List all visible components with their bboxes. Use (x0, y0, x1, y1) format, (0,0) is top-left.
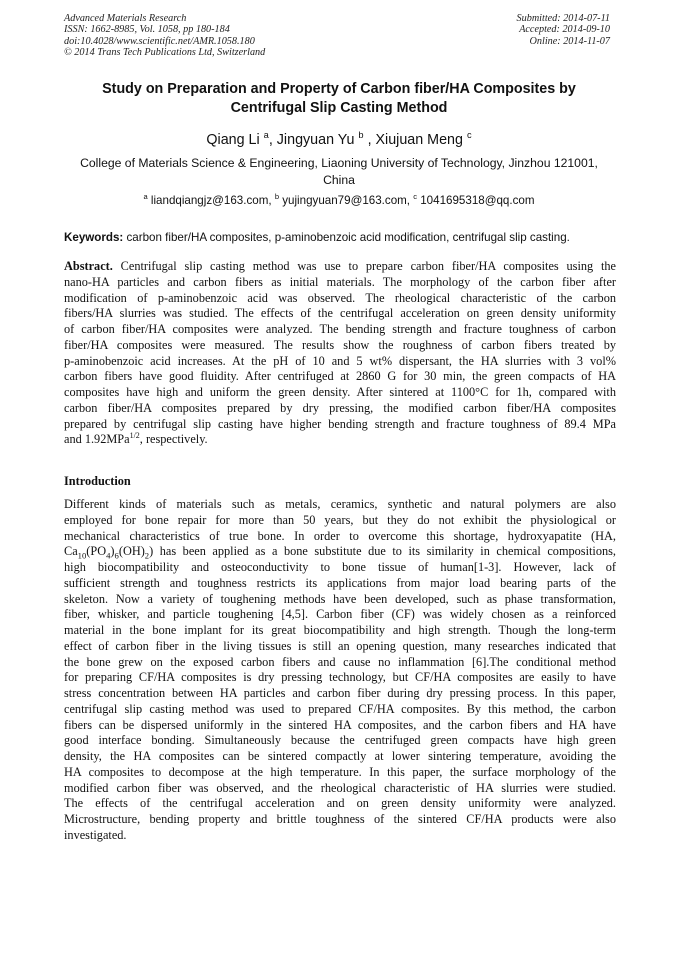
keywords-text: carbon fiber/HA composites, p-aminobenzoic acid modification, centrifugal slip casting. (123, 231, 570, 244)
abstract-line: of carbon fiber/HA composites were analyzed. The bending strength and fracture toughness of carbon (64, 322, 616, 336)
paragraph-line: good interface bonding. Simultaneously because the centrifuged green compacts have high green (64, 733, 616, 748)
formula-subscript: 4 (106, 550, 111, 561)
paragraph-line: material in the bone implant for its great biocompatibility and high strength. Though the long-term (64, 623, 616, 637)
abstract-line: p-aminobenzoic acid increases. At the pH of 10 and 5 wt% dispersant, the HA slurries with 3 vol% (64, 353, 616, 368)
section-heading-introduction: Introduction (64, 474, 131, 488)
journal-name: Advanced Materials Research (64, 13, 187, 24)
paragraph-line: fiber, whisker, and particle toughening [4,5]. Carbon fiber (CF) was widely chosen as a reinforced (64, 607, 616, 622)
paragraph-line: fibers can be dispersed uniformly in the sintered HA composites, and the carbon fibers and HA have (64, 717, 616, 732)
formula-subscript: 6 (114, 550, 119, 561)
abstract-text: , respectively. (139, 432, 208, 447)
formula-part: (PO (86, 544, 107, 559)
paragraph-line: stress concentration between HA particles and carbon fiber during dry pressing process. In this paper, (64, 686, 616, 700)
submitted-date: Submitted: 2014-07-11 (516, 13, 610, 24)
paragraph-line: The effects of the centrifugal acceleration and on green density uniformity were analyzed. (64, 796, 616, 811)
introduction-body (64, 497, 616, 844)
online-date: Online: 2014-11-07 (529, 35, 610, 47)
paragraph-line: investigated. (64, 827, 127, 842)
title-line-2: Centrifugal Slip Casting Method (230, 100, 448, 116)
paragraph-line: effect of carbon fiber in the living tissues is still an opening question, many researches indicated that (64, 638, 616, 653)
affiliation-line-1: College of Materials Science & Engineering, Liaoning University of Technology, Jinzhou 121001, (80, 156, 598, 170)
abstract-line: composites have high and uniform the green density. After sintered at 1100°C for 1h, compared with (64, 385, 616, 399)
paragraph-line: the bone grew on the exposed carbon fibers and cause no inflammation [6].The conditional method (64, 654, 616, 669)
abstract-label: Abstract. (64, 259, 113, 273)
journal-issn: ISSN: 1662-8985, Vol. 1058, pp 180-184 (64, 24, 230, 36)
journal-doi: doi:10.4028/www.scientific.net/AMR.1058.180 (64, 35, 255, 47)
paper-title (64, 80, 614, 118)
formula-part: (OH) (118, 544, 145, 559)
accepted-date: Accepted: 2014-09-10 (519, 24, 610, 36)
abstract-line (64, 432, 616, 448)
email-link[interactable]: yujingyuan79@163.com, (279, 194, 414, 207)
paragraph-line: high biocompatibility and osteoconductivity to bone tissue of human[1-3]. However, lack of (64, 560, 616, 574)
author-name: , Jingyuan Yu (268, 132, 355, 148)
title-line-1: Study on Preparation and Property of Carbon fiber/HA Composites by (102, 81, 576, 97)
email-link[interactable]: liandqiangjz@163.com, (147, 194, 275, 207)
abstract-line: fiber/HA composites were measured. The results show the roughness of carbon fibers treated by (64, 337, 616, 352)
formula-part: Ca (64, 544, 78, 559)
author-list (64, 131, 614, 149)
abstract (64, 259, 616, 448)
email-mark: b (274, 192, 280, 202)
keywords-label: Keywords: (64, 231, 124, 244)
journal-copyright: © 2014 Trans Tech Publications Ltd, Switzerland (64, 47, 266, 59)
paragraph-line: centrifugal slip casting method was used to prepared CF/HA composites. By this method, the carbon (64, 701, 616, 716)
paragraph-line: density, the HA composites can be sintered compactly at lower sintering temperature, avoiding the (64, 749, 616, 763)
abstract-text: Centrifugal slip casting method was use to prepare carbon fiber/HA composites using the (112, 259, 616, 273)
email-link[interactable]: 1041695318@qq.com (417, 194, 535, 207)
paragraph-line: mechanical characteristics of true bone. In order to overcome this shortage, hydroxyapatite (HA, (64, 528, 616, 543)
keywords (64, 230, 616, 245)
formula-subscript: 2 (144, 550, 150, 561)
abstract-line: prepared by centrifugal slip casting have higher bending strength and fracture toughness of 89.4 MPa (64, 416, 616, 431)
paragraph-line: skeleton. Now a variety of toughening methods have been developed, such as phase transformation, (64, 591, 616, 606)
submission-dates (517, 13, 610, 47)
abstract-line: carbon fibers have good fluidity. After centrifuged at 2860 G for 30 min, the green compacts of HA (64, 369, 616, 384)
formula-part: ) (110, 544, 115, 559)
paragraph-line: HA composites to decompose at the high temperature. In this paper, the surface morphology of the (64, 764, 616, 779)
paragraph-line: employed for bone repair for more than 50 years, but they do not exhibit the physiological or (64, 512, 616, 527)
paragraph-line: sufficient strength and toughness restricts its applications from major load bearing parts of the (64, 575, 616, 590)
affiliation-line-2: China (323, 173, 355, 187)
journal-info (64, 13, 265, 59)
abstract-text: and 1.92MPa (64, 432, 130, 447)
paragraph-line: Microstructure, bending property and brittle toughness of the sintered CF/HA products were also (64, 812, 616, 826)
abstract-line: nano-HA particles and carbon fibers as initial materials. The morphology of the carbon fiber after (64, 274, 616, 289)
author-emails (64, 193, 614, 208)
abstract-line: modification of p-aminobenzoic acid was observed. The rheological characteristic of the carbon (64, 290, 616, 305)
author-affil-mark: c (466, 130, 472, 141)
formula-subscript: 10 (77, 550, 87, 561)
abstract-line: carbon fiber/HA composites prepared by dry pressing, the modified carbon fiber/HA composites (64, 400, 616, 415)
paragraph-line: for preparing CF/HA composites is dry pressing technology, but CF/HA composites are easily to have (64, 670, 616, 685)
abstract-line (64, 259, 616, 275)
unit-exponent: 1/2 (129, 431, 140, 441)
author-affil-mark: b (358, 130, 364, 141)
author-name: , Xiujuan Meng (363, 132, 463, 148)
formula-part: ) has been applied as a bone substitute due to its similarity in chemical compositions, (149, 544, 616, 559)
email-mark: a (143, 192, 148, 202)
email-mark: c (413, 192, 418, 202)
author-name: Qiang Li (206, 132, 260, 148)
author-affil-mark: a (263, 130, 269, 141)
affiliation (64, 155, 614, 189)
paragraph-line: modified carbon fiber was observed, and the rheological characteristic of HA slurries were studied. (64, 780, 616, 795)
abstract-line: fibers/HA slurries was studied. The effects of the centrifugal acceleration on green density uniformity (64, 306, 616, 321)
paragraph-line-formula (64, 544, 616, 560)
paragraph-line: Different kinds of materials such as metals, ceramics, synthetic and natural polymers are also (64, 497, 616, 511)
